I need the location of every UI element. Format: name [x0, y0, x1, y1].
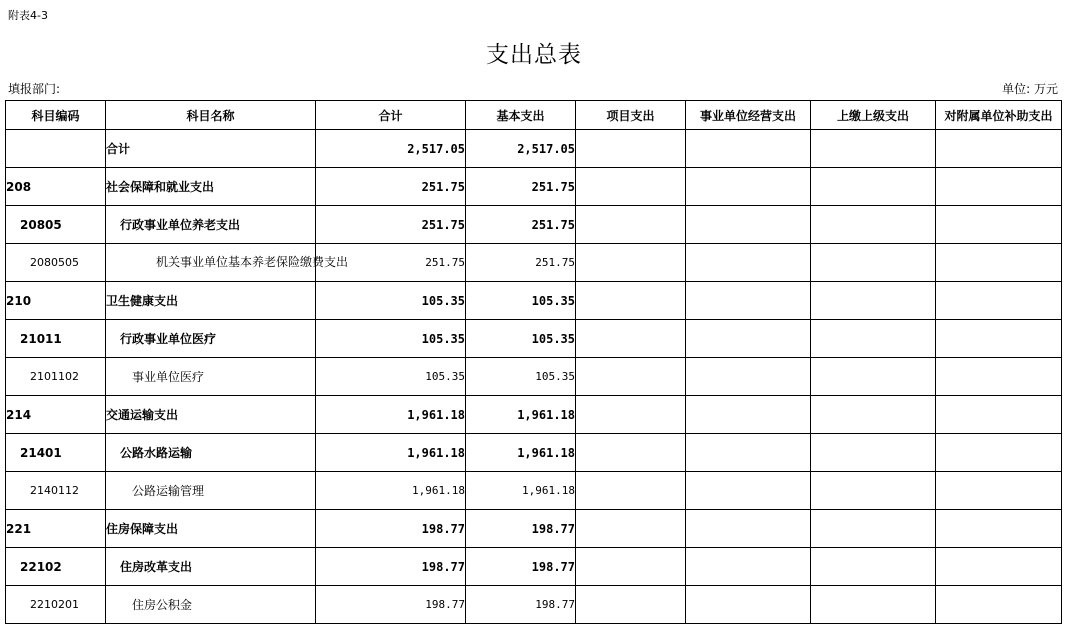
cell-project	[576, 130, 686, 168]
col-header-total: 合计	[316, 101, 466, 130]
cell-code: 2140112	[6, 472, 106, 510]
cell-name: 住房保障支出	[106, 510, 316, 548]
cell-project	[576, 244, 686, 282]
table-row	[6, 548, 1062, 586]
cell-total: 105.35	[316, 282, 466, 320]
cell-total: 105.35	[316, 358, 466, 396]
cell-business	[686, 396, 811, 434]
cell-subsidy	[936, 396, 1062, 434]
cell-code: 21011	[6, 320, 106, 358]
col-header-code: 科目编码	[6, 101, 106, 130]
col-header-name: 科目名称	[106, 101, 316, 130]
cell-project	[576, 206, 686, 244]
cell-name: 社会保障和就业支出	[106, 168, 316, 206]
cell-basic: 198.77	[466, 548, 576, 586]
cell-name: 交通运输支出	[106, 396, 316, 434]
cell-business	[686, 358, 811, 396]
cell-subsidy	[936, 168, 1062, 206]
cell-name-text: 机关事业单位基本养老保险缴费支出	[156, 255, 349, 269]
cell-business	[686, 168, 811, 206]
cell-code: 22102	[6, 548, 106, 586]
cell-subsidy	[936, 206, 1062, 244]
cell-upper	[811, 168, 936, 206]
cell-basic: 1,961.18	[466, 434, 576, 472]
table-row	[6, 510, 1062, 548]
cell-subsidy	[936, 510, 1062, 548]
cell-subsidy	[936, 282, 1062, 320]
cell-total: 1,961.18	[316, 434, 466, 472]
cell-total: 198.77	[316, 586, 466, 624]
cell-project	[576, 168, 686, 206]
cell-code: 20805	[6, 206, 106, 244]
cell-name: 事业单位医疗	[106, 358, 316, 396]
cell-subsidy	[936, 358, 1062, 396]
cell-business	[686, 282, 811, 320]
cell-basic: 105.35	[466, 320, 576, 358]
cell-code: 208	[6, 168, 106, 206]
cell-basic: 251.75	[466, 206, 576, 244]
cell-name: 合计	[106, 130, 316, 168]
cell-upper	[811, 396, 936, 434]
cell-code: 2080505	[6, 244, 106, 282]
cell-basic: 2,517.05	[466, 130, 576, 168]
cell-business	[686, 472, 811, 510]
table-row	[6, 358, 1062, 396]
col-header-subsidy: 对附属单位补助支出	[936, 101, 1062, 130]
cell-business	[686, 320, 811, 358]
cell-business	[686, 510, 811, 548]
cell-subsidy	[936, 586, 1062, 624]
cell-business	[686, 130, 811, 168]
cell-basic: 251.75	[466, 168, 576, 206]
page-title: 支出总表	[486, 42, 582, 68]
cell-code: 2210201	[6, 586, 106, 624]
col-header-project: 项目支出	[576, 101, 686, 130]
cell-total: 198.77	[316, 510, 466, 548]
table-row	[6, 434, 1062, 472]
cell-total: 1,961.18	[316, 396, 466, 434]
cell-upper	[811, 244, 936, 282]
cell-upper	[811, 130, 936, 168]
col-header-upper: 上缴上级支出	[811, 101, 936, 130]
cell-subsidy	[936, 548, 1062, 586]
table-row	[6, 396, 1062, 434]
cell-upper	[811, 206, 936, 244]
cell-basic: 198.77	[466, 586, 576, 624]
cell-basic: 1,961.18	[466, 472, 576, 510]
col-header-basic: 基本支出	[466, 101, 576, 130]
cell-name: 行政事业单位养老支出	[106, 206, 316, 244]
table-row	[6, 586, 1062, 624]
cell-subsidy	[936, 472, 1062, 510]
cell-upper	[811, 548, 936, 586]
col-header-business: 事业单位经营支出	[686, 101, 811, 130]
cell-project	[576, 396, 686, 434]
cell-project	[576, 510, 686, 548]
expenditure-table	[5, 100, 1062, 624]
cell-code: 21401	[6, 434, 106, 472]
cell-subsidy	[936, 434, 1062, 472]
cell-name: 卫生健康支出	[106, 282, 316, 320]
cell-name: 公路水路运输	[106, 434, 316, 472]
cell-name: 住房公积金	[106, 586, 316, 624]
cell-project	[576, 586, 686, 624]
table-row	[6, 320, 1062, 358]
cell-basic: 251.75	[466, 244, 576, 282]
cell-code: 221	[6, 510, 106, 548]
cell-subsidy	[936, 244, 1062, 282]
cell-total: 251.75	[316, 206, 466, 244]
cell-business	[686, 586, 811, 624]
table-row	[6, 244, 1062, 282]
table-row	[6, 206, 1062, 244]
cell-code: 214	[6, 396, 106, 434]
unit-label: 单位: 万元	[1002, 82, 1058, 96]
cell-business	[686, 434, 811, 472]
cell-name: 住房改革支出	[106, 548, 316, 586]
table-row-total	[6, 130, 1062, 168]
cell-total: 251.75	[316, 168, 466, 206]
cell-total: 1,961.18	[316, 472, 466, 510]
cell-total: 251.75	[316, 244, 466, 282]
cell-upper	[811, 434, 936, 472]
cell-project	[576, 434, 686, 472]
cell-project	[576, 472, 686, 510]
table-row	[6, 282, 1062, 320]
cell-code: 210	[6, 282, 106, 320]
cell-name: 行政事业单位医疗	[106, 320, 316, 358]
cell-name	[106, 244, 349, 282]
cell-basic: 198.77	[466, 510, 576, 548]
cell-upper	[811, 472, 936, 510]
cell-total: 105.35	[316, 320, 466, 358]
cell-project	[576, 282, 686, 320]
cell-total: 198.77	[316, 548, 466, 586]
cell-upper	[811, 320, 936, 358]
cell-basic: 105.35	[466, 358, 576, 396]
cell-total: 2,517.05	[316, 130, 466, 168]
cell-code	[6, 130, 106, 168]
cell-basic: 1,961.18	[466, 396, 576, 434]
cell-business	[686, 548, 811, 586]
header-row	[6, 101, 1062, 130]
cell-subsidy	[936, 130, 1062, 168]
table-row	[6, 168, 1062, 206]
appendix-label: 附表4-3	[8, 9, 48, 22]
cell-project	[576, 358, 686, 396]
cell-upper	[811, 586, 936, 624]
cell-upper	[811, 282, 936, 320]
cell-basic: 105.35	[466, 282, 576, 320]
cell-name: 公路运输管理	[106, 472, 316, 510]
cell-project	[576, 320, 686, 358]
cell-project	[576, 548, 686, 586]
table-row	[6, 472, 1062, 510]
cell-subsidy	[936, 320, 1062, 358]
cell-business	[686, 244, 811, 282]
cell-code: 2101102	[6, 358, 106, 396]
dept-label: 填报部门:	[8, 82, 61, 96]
cell-upper	[811, 510, 936, 548]
cell-upper	[811, 358, 936, 396]
cell-business	[686, 206, 811, 244]
